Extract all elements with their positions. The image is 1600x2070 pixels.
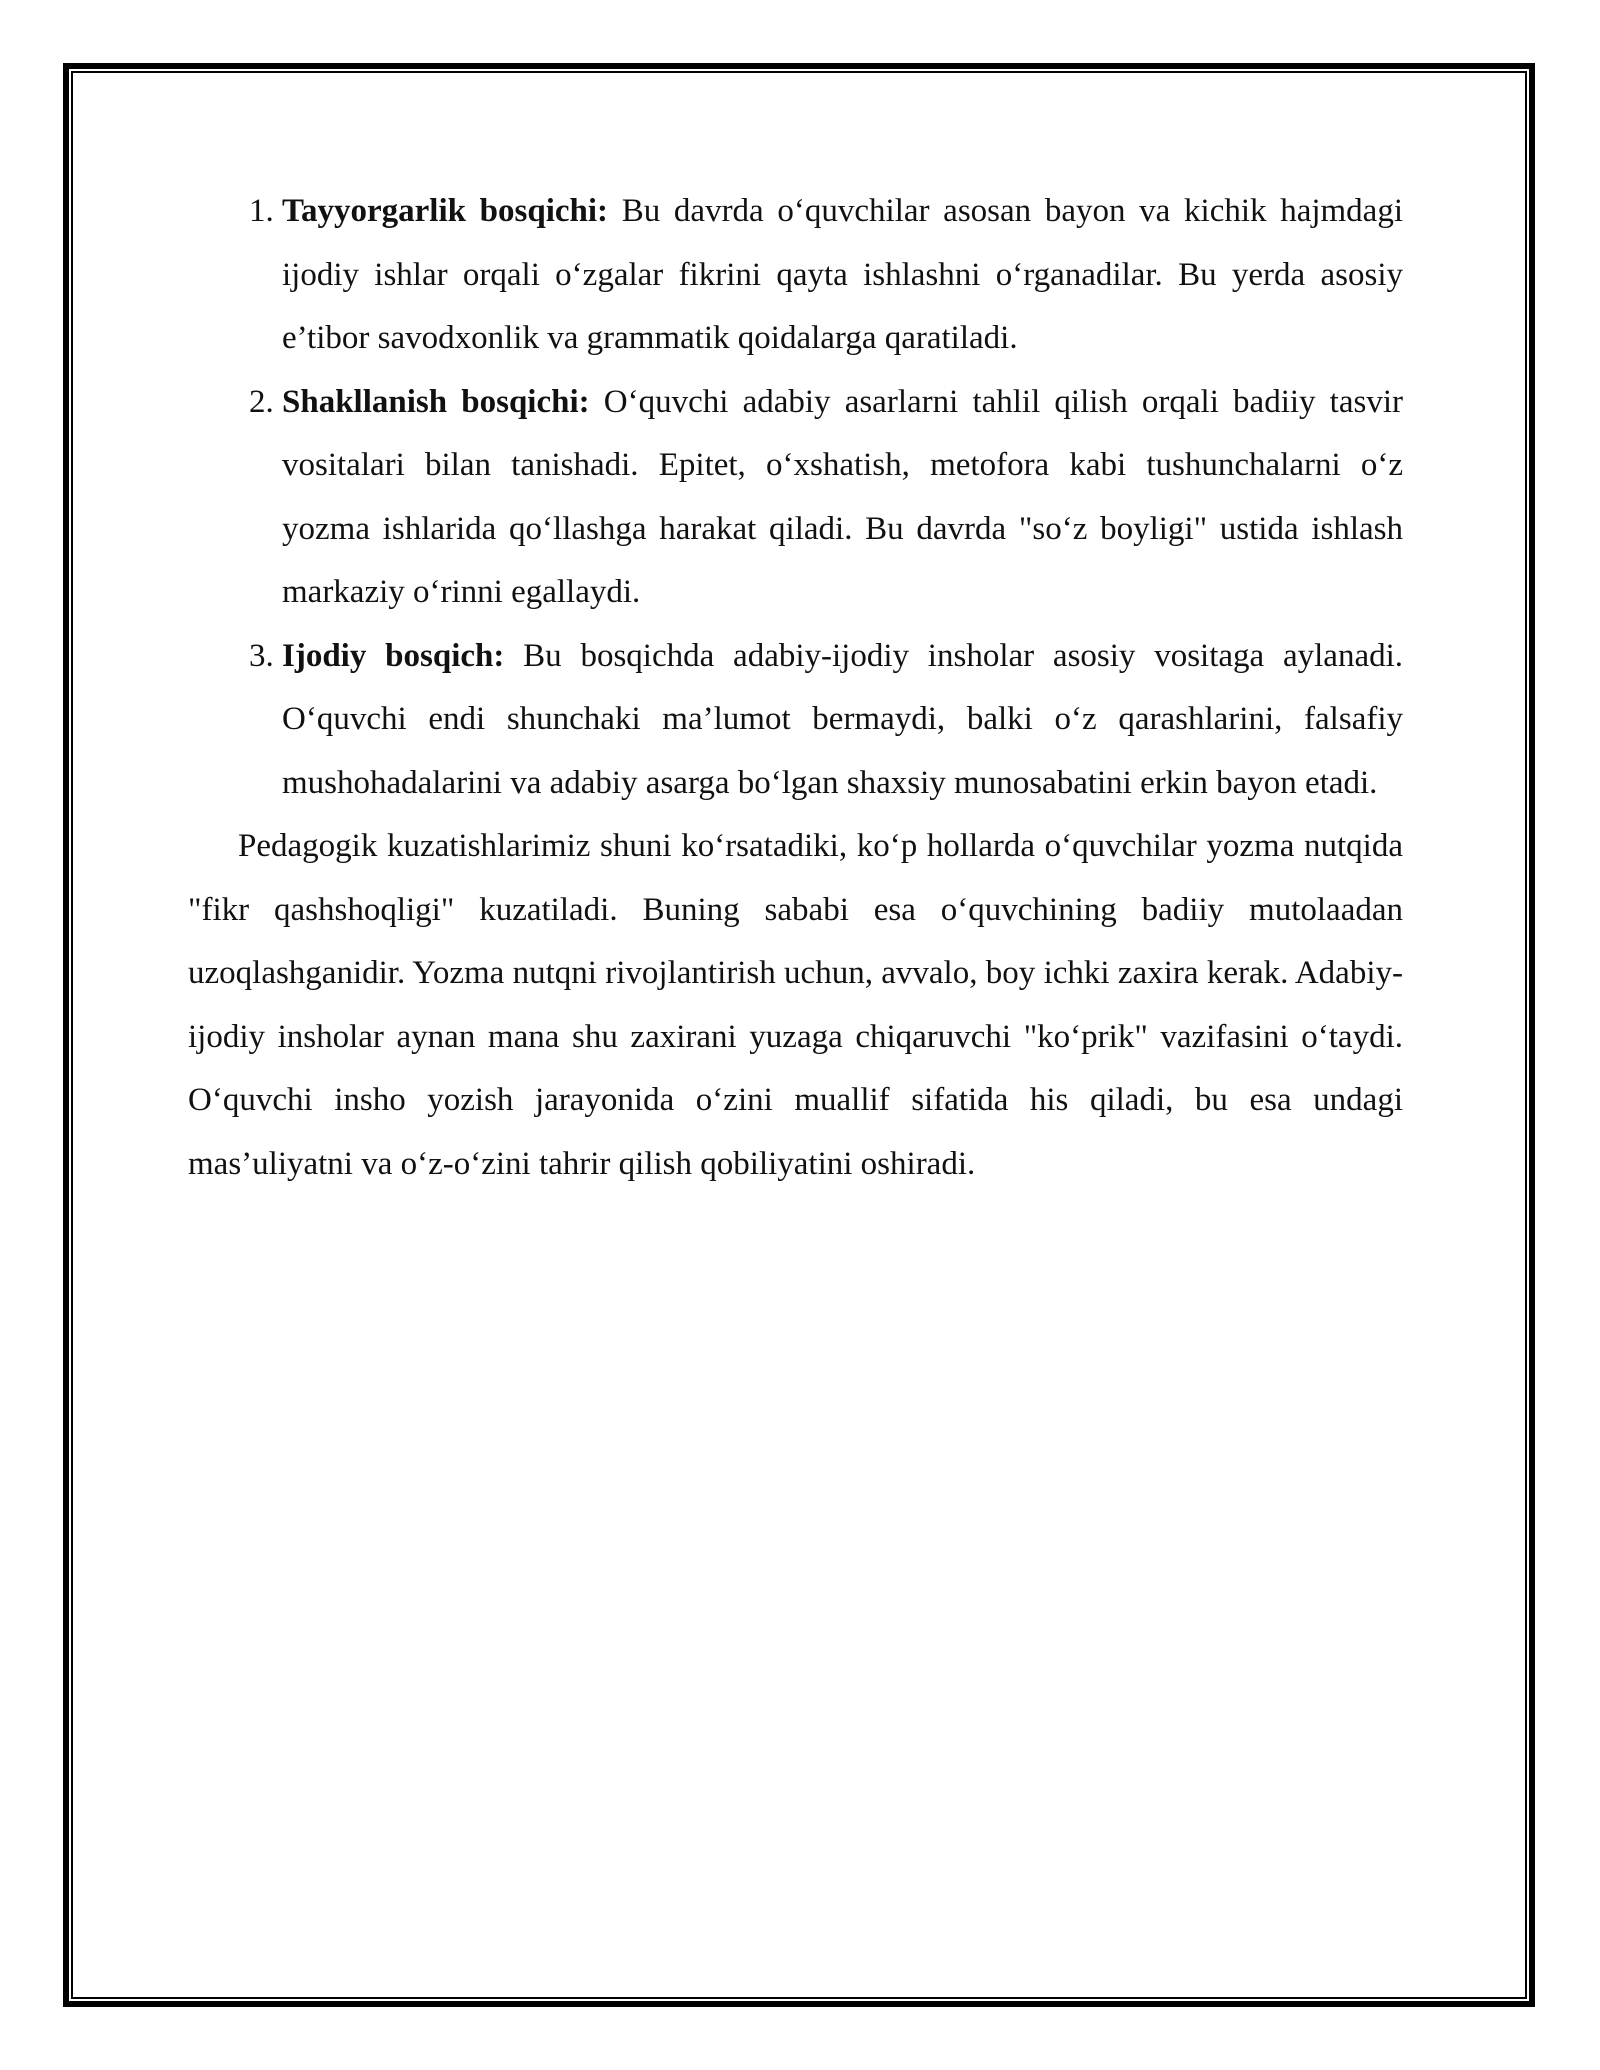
list-item-term: Tayyorgarlik bosqichi:	[282, 193, 609, 229]
stages-list	[188, 180, 1403, 815]
list-item-term: Ijodiy bosqich:	[282, 637, 505, 674]
list-item	[282, 371, 1403, 625]
list-item	[282, 180, 1403, 371]
list-item	[282, 625, 1403, 816]
list-item-text: Bu bosqichda adabiy-ijodiy insholar asosiy vositaga aylanadi. O‘quvchi endi shunchaki ma’lumot bermaydi, balki o‘z qarashlarini, falsafiy mushohadalarini va adabiy asarga bo‘lgan shaxsiy munosabatini erkin bayon etadi.	[282, 637, 1404, 801]
body-paragraph: Pedagogik kuzatishlarimiz shuni ko‘rsatadiki, ko‘p hollarda o‘quvchilar yozma nutqida "fikr qashshoqligi" kuzatiladi. Buning sababi esa o‘quvchining badiiy mutolaadan uzoqlashganidir. Yozma nutqni rivojlantirish uchun, avvalo, boy ichki zaxira kerak. Adabiy-ijodiy insholar aynan mana shu zaxirani yuzaga chiqaruvchi "ko‘prik" vazifasini o‘taydi. O‘quvchi insho yozish jarayonida o‘zini muallif sifatida his qiladi, bu esa undagi mas’uliyatni va o‘z-o‘zini tahrir qilish qobiliyatini oshiradi.	[188, 828, 1403, 1182]
list-item-text: O‘quvchi adabiy asarlarni tahlil qilish orqali badiiy tasvir vositalari bilan tanishadi. Epitet, o‘xshatish, metofora kabi tushunchalarni o‘z yozma ishlarida qo‘llashga harakat qiladi. Bu davrda "so‘z boyligi" ustida ishlash markaziy o‘rinni egallaydi.	[282, 383, 1403, 610]
list-item-term: Shakllanish bosqichi:	[282, 383, 590, 420]
list-item-text: Bu davrda o‘quvchilar asosan bayon va kichik hajmdagi ijodiy ishlar orqali o‘zgalar fikrini qayta ishlashni o‘rganadilar. Bu yerda asosiy e’tibor savodxonlik va grammatik qoidalarga qaratiladi.	[282, 193, 1403, 356]
document-body	[188, 180, 1403, 1196]
